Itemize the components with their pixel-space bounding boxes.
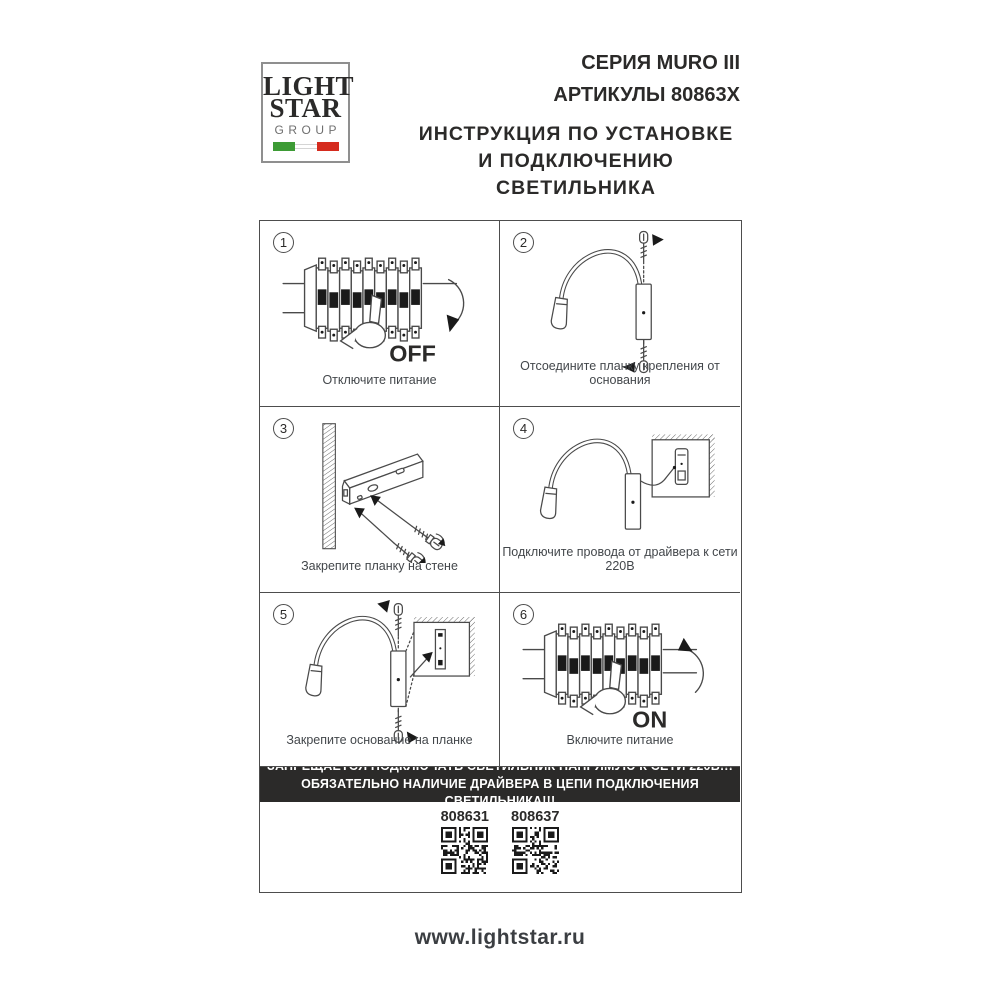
warning-line-2: ОБЯЗАТЕЛЬНО НАЛИЧИЕ ДРАЙВЕРА В ЦЕПИ ПОДКЛЮЧЕНИЯ СВЕТИЛЬНИКА!!!: [301, 776, 699, 809]
step-1-cell: [260, 221, 500, 407]
series-name: СЕРИЯ MURO III: [581, 52, 740, 74]
step-4-number: 4: [513, 418, 534, 439]
lightstar-logo: [261, 62, 355, 163]
figure-power-off: [274, 229, 486, 375]
title-line-2: И ПОДКЛЮЧЕНИЮ СВЕТИЛЬНИКА: [478, 150, 674, 199]
figure-power-on: [514, 595, 726, 741]
logo-word-light: LIGHT: [263, 71, 355, 101]
off-label: OFF: [388, 339, 436, 366]
step-5-cell: [260, 593, 500, 767]
step-2-caption: Отсоедините планку крепления от основания: [520, 359, 720, 387]
website-url: www.lightstar.ru: [414, 926, 586, 949]
italian-flag-icon: [273, 142, 339, 151]
step-4-cell: [500, 407, 740, 593]
qr-code: [512, 827, 559, 874]
step-6-caption: Включите питание: [566, 733, 674, 747]
article-numbers: АРТИКУЛЫ 80863X: [553, 84, 740, 106]
step-6-number: 6: [513, 604, 534, 625]
step-1-number: 1: [273, 232, 294, 253]
warning-line-1: ЗАПРЕЩАЕТСЯ ПОДКЛЮЧАТЬ СВЕТИЛЬНИК НАПРЯМУЮ К СЕТИ 220В!!!: [266, 759, 734, 774]
warning-banner: [260, 759, 740, 809]
title-line-1: ИНСТРУКЦИЯ ПО УСТАНОВКЕ: [418, 123, 734, 145]
step-3-caption: Закрепите планку на стене: [301, 559, 458, 573]
page-title: [406, 121, 746, 202]
figure-mount-plate-wall: [270, 413, 490, 563]
instruction-grid: [259, 220, 742, 893]
product-808631: [441, 809, 489, 892]
product-code-label: 808631: [440, 809, 489, 825]
step-2-cell: [500, 221, 740, 407]
series-block: [553, 47, 740, 111]
figure-fix-base-on-plate: [267, 592, 493, 744]
logo-word-group: GROUP: [274, 123, 341, 138]
logo-word-star: STAR: [269, 93, 342, 124]
product-code-label: 808637: [511, 809, 560, 825]
qr-code: [441, 827, 488, 874]
step-2-number: 2: [513, 232, 534, 253]
step-5-number: 5: [273, 604, 294, 625]
product-codes-row: [260, 802, 740, 892]
figure-detach-plate: [510, 227, 730, 377]
step-3-cell: [260, 407, 500, 593]
step-4-caption: Подключите провода от драйвера к сети 220В: [502, 545, 738, 573]
product-808637: [511, 809, 559, 892]
step-5-caption: Закрепите основание на планке: [286, 733, 473, 747]
figure-connect-driver: [507, 413, 733, 563]
on-label: ON: [632, 705, 668, 732]
step-6-cell: [500, 593, 740, 767]
step-3-number: 3: [273, 418, 294, 439]
step-1-caption: Отключите питание: [322, 373, 437, 387]
